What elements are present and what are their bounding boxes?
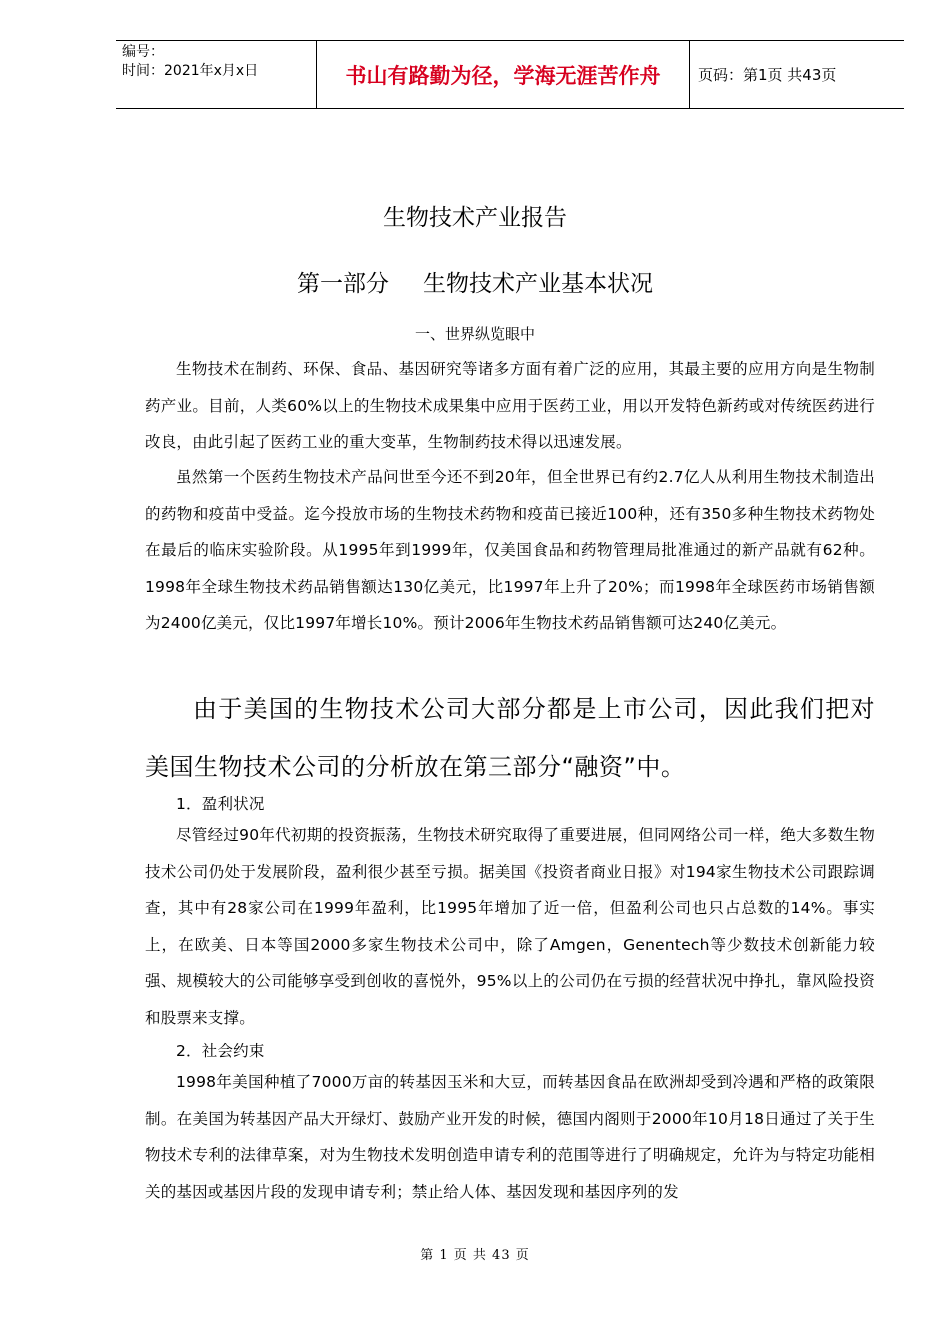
paragraph-block <box>145 817 875 1037</box>
part-title <box>0 268 950 300</box>
part-name: 生物技术产业基本状况 <box>423 271 653 297</box>
header-motto: 书山有路勤为径，学海无涯苦作舟 <box>316 41 690 108</box>
header-number-label: 编号： <box>122 44 164 60</box>
section-heading: 一、世界纵览眼中 <box>414 325 535 343</box>
large-note: 由于美国的生物技术公司大部分都是上市公司，因此我们把对美国生物技术公司的分析放在第三部分“融资”中。 <box>145 695 875 781</box>
paragraph: 1998年美国种植了7000万亩的转基因玉米和大豆，而转基因食品在欧洲却受到冷遇和严格的政策限制。在美国为转基因产品大开绿灯、鼓励产业开发的时候，德国内阁则于2000年10月18日通过了关于生物技术专利的法律草案，对为生物技术发明创造申请专利的范围等进行了明确规定，允许为与特定功能相关的基因或基因片段的发现申请专利；禁止给人体、基因发现和基因序列的发 <box>145 1073 875 1201</box>
paragraph: 尽管经过90年代初期的投资振荡，生物技术研究取得了重要进展，但同网络公司一样，绝大多数生物技术公司仍处于发展阶段，盈利很少甚至亏损。据美国《投资者商业日报》对194家生物技术公司跟踪调查，其中有28家公司在1999年盈利，比1995年增加了近一倍，但盈利公司也只占总数的14%。事实上，在欧美、日本等国2000多家生物技术公司中，除了Amgen，Genentech等少数技术创新能力较强、规模较大的公司能够享受到创收的喜悦外，95%以上的公司仍在亏损的经营状况中挣扎，靠风险投资和股票来支撑。 <box>145 826 875 1027</box>
page-footer: 第 1 页 共 43 页 <box>420 1248 530 1263</box>
header-time-label: 时间：2021年x月x日 <box>122 63 259 79</box>
subheading-profit: 1．盈利状况 <box>176 795 265 813</box>
page-header <box>116 40 904 109</box>
large-note-block <box>145 680 875 796</box>
part-number: 第一部分 <box>297 271 389 297</box>
paragraph: 虽然第一个医药生物技术产品问世至今还不到20年，但全世界已有约2.7亿人从利用生物技术制造出的药物和疫苗中受益。迄今投放市场的生物技术药物和疫苗已接近100种，还有350多种生物技术药物处在最后的临床实验阶段。从1995年到1999年，仅美国食品和药物管理局批准通过的新产品就有62种。1998年全球生物技术药品销售额达130亿美元，比1997年上升了20%；而1998年全球医药市场销售额为2400亿美元，仅比1997年增长10%。预计2006年生物技术药品销售额可达240亿美元。 <box>145 468 875 633</box>
paragraph-block <box>145 1064 875 1210</box>
paragraph: 生物技术在制药、环保、食品、基因研究等诸多方面有着广泛的应用，其最主要的应用方向是生物制药产业。目前，人类60%以上的生物技术成果集中应用于医药工业，用以开发特色新药或对传统医药进行改良，由此引起了医药工业的重大变革，生物制药技术得以迅速发展。 <box>145 360 875 452</box>
document-title: 生物技术产业报告 <box>383 205 567 231</box>
subheading-social: 2．社会约束 <box>176 1042 265 1060</box>
paragraph-block <box>145 351 875 461</box>
paragraph-block <box>145 459 875 642</box>
header-page-info: 页码：第1页 共43页 <box>698 66 837 84</box>
header-meta <box>116 41 316 108</box>
